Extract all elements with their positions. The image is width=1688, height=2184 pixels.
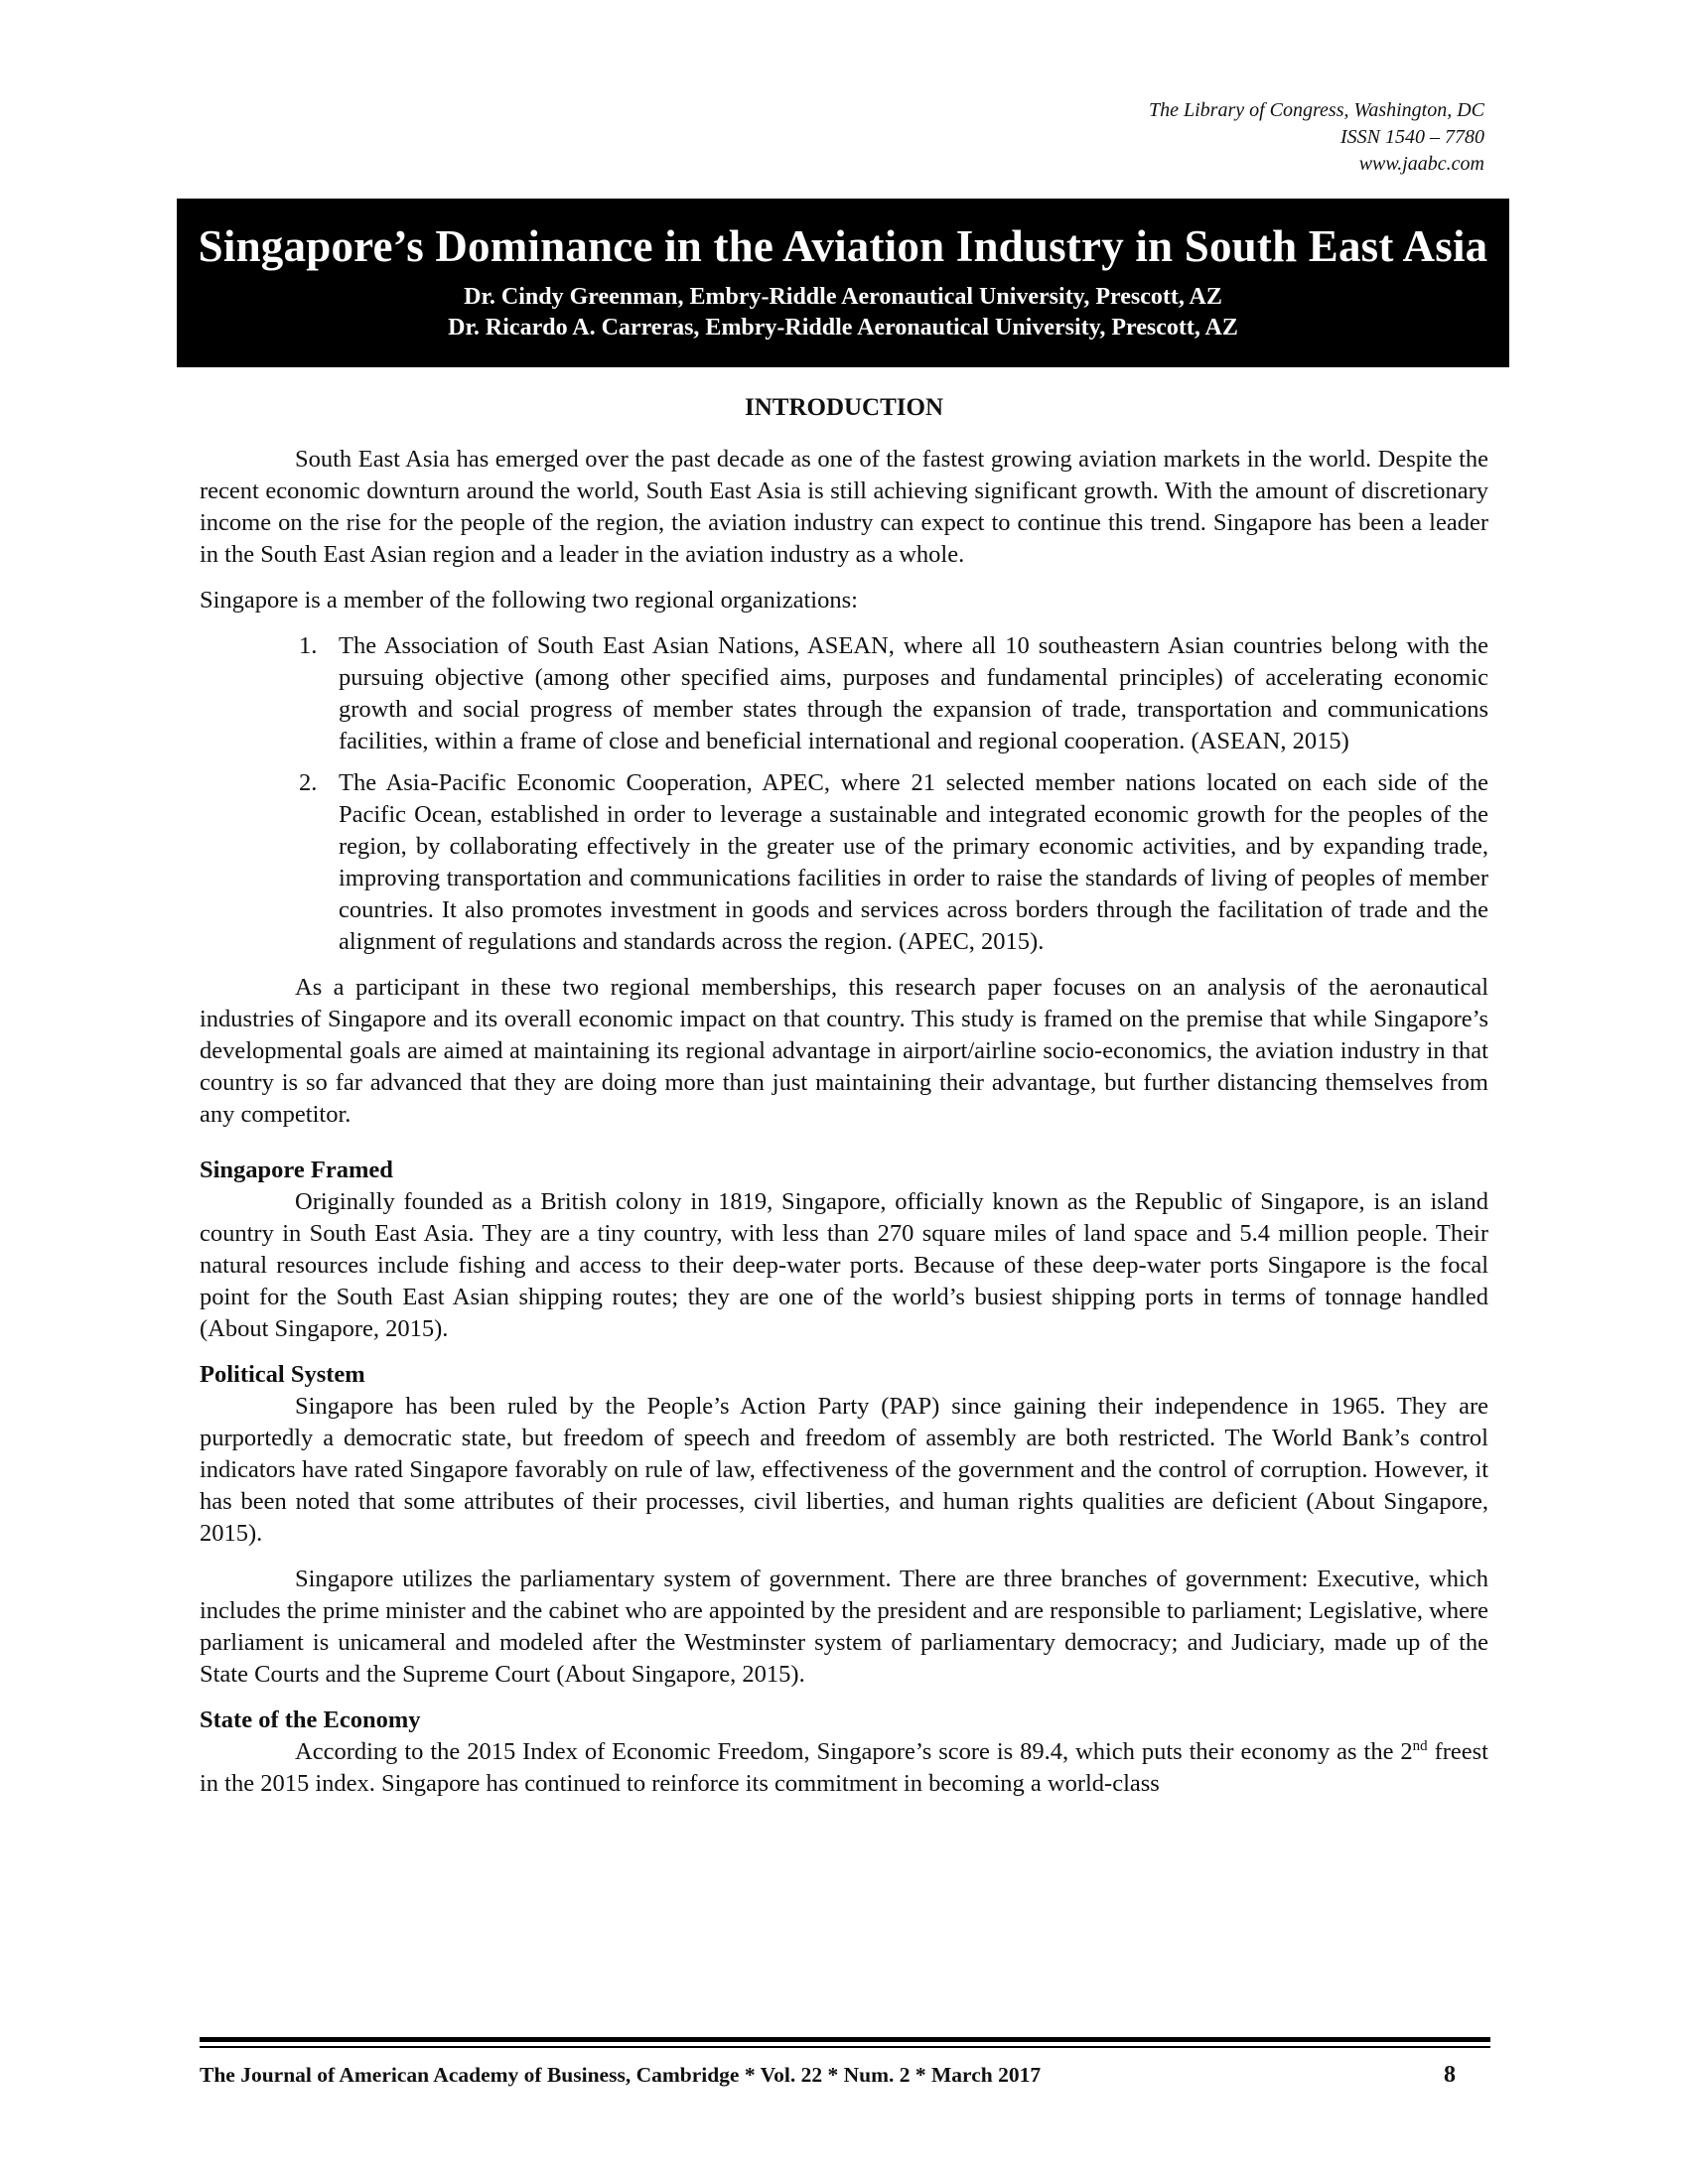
publication-info — [1149, 97, 1484, 178]
list-item — [200, 767, 1488, 958]
footer-rule-thin — [200, 2046, 1490, 2048]
list-text: The Asia-Pacific Economic Cooperation, APEC, where 21 selected member nations located on each side of the Pacific Ocean, established in order to leverage a sustainable and integrated economic growth for the peoples of the region, by collaborating effectively in the greater use of the primary economic activities, and by expanding trade, improving transportation and communications facilities in order to raise the standards of living of peoples of member countries. It also promotes investment in goods and services across borders through the facilitation of trade and the alignment of regulations and standards across the region. (APEC, 2015). — [339, 769, 1488, 955]
intro-paragraph-1: South East Asia has emerged over the past decade as one of the fastest growing aviation markets in the world. Despite the recent economic downturn around the world, South East Asia is still achieving significant growth. With the amount of discretionary income on the rise for the people of the region, the aviation industry can expect to continue this trend. Singapore has been a leader in the South East Asian region and a leader in the aviation industry as a whole. — [200, 446, 1488, 568]
political-system-paragraph-2: Singapore utilizes the parliamentary system of government. There are three branches of government: Executive, which includes the prime minister and the cabinet who are appointed by the president and are responsible to parliament; Legislative, where parliament is unicameral and modeled after the Westminster system of parliamentary democracy; and Judiciary, made up of the State Courts and the Supreme Court (About Singapore, 2015). — [200, 1566, 1488, 1688]
author-2: Dr. Ricardo A. Carreras, Embry-Riddle Aeronautical University, Prescott, AZ — [448, 315, 1238, 341]
website-line: www.jaabc.com — [1358, 153, 1484, 175]
list-number: 2. — [299, 769, 318, 796]
section-heading-singapore-framed: Singapore Framed — [200, 1157, 393, 1183]
title-banner — [177, 199, 1509, 367]
intro-paragraph-2: Singapore is a member of the following two regional organizations: — [200, 587, 858, 614]
issn-line: ISSN 1540 – 7780 — [1340, 126, 1484, 148]
author-list — [177, 282, 1509, 343]
organization-list — [200, 630, 1488, 958]
library-line: The Library of Congress, Washington, DC — [1148, 99, 1484, 121]
page-number: 8 — [1444, 2062, 1456, 2088]
singapore-framed-paragraph: Originally founded as a British colony in 1819, Singapore, officially known as the Republic of Singapore, is an island country in South East Asia. They are a tiny country, with less than 270 square miles of land space and 5.4 million people. Their natural resources include fishing and access to their deep-water ports. Because of these deep-water ports Singapore is the focal point for the South East Asian shipping routes; they are one of the world’s busiest shipping ports in terms of tonnage handled (About Singapore, 2015). — [200, 1188, 1488, 1342]
footer-rule-thick — [200, 2037, 1490, 2042]
section-heading-state-of-economy: State of the Economy — [200, 1706, 421, 1733]
list-text: The Association of South East Asian Nations, ASEAN, where all 10 southeastern Asian countries belong with the pursuing objective (among other specified aims, purposes and fundamental principles) of accelerating economic growth and social progress of member states through the expansion of trade, transportation and communications facilities, within a frame of close and beneficial international and regional cooperation. (ASEAN, 2015) — [339, 632, 1488, 754]
article-body — [200, 392, 1488, 1800]
economy-text-a: According to the 2015 Index of Economic Freedom, Singapore’s score is 89.4, which puts their economy as the 2 — [295, 1738, 1413, 1765]
page-footer — [200, 2055, 1490, 2095]
economy-paragraph — [200, 1736, 1488, 1800]
introduction-heading: INTRODUCTION — [744, 394, 944, 421]
section-heading-political-system: Political System — [200, 1361, 365, 1388]
economy-text-b: freest in the 2015 index. Singapore has continued to reinforce its commitment in becoming a world-class — [200, 1738, 1488, 1797]
list-number: 1. — [299, 632, 318, 659]
intro-paragraph-3: As a participant in these two regional memberships, this research paper focuses on an analysis of the aeronautical industries of Singapore and its overall economic impact on that country. This study is framed on the premise that while Singapore’s developmental goals are aimed at maintaining its regional advantage in airport/airline socio-economics, the aviation industry in that country is so far advanced that they are doing more than just maintaining their advantage, but further distancing themselves from any competitor. — [200, 974, 1488, 1128]
journal-citation: The Journal of American Academy of Business, Cambridge * Vol. 22 * Num. 2 * March 2017 — [200, 2063, 1042, 2087]
author-1: Dr. Cindy Greenman, Embry-Riddle Aeronautical University, Prescott, AZ — [464, 284, 1222, 310]
political-system-paragraph-1: Singapore has been ruled by the People’s Action Party (PAP) since gaining their independence in 1965. They are purportedly a democratic state, but freedom of speech and freedom of assembly are both restricted. The World Bank’s control indicators have rated Singapore favorably on rule of law, effectiveness of the government and the control of corruption. However, it has been noted that some attributes of their processes, civil liberties, and human rights qualities are deficient (About Singapore, 2015). — [200, 1393, 1488, 1547]
ordinal-superscript: nd — [1412, 1737, 1428, 1754]
list-item — [200, 630, 1488, 757]
paper-title: Singapore’s Dominance in the Aviation Industry in South East Asia — [198, 221, 1488, 271]
